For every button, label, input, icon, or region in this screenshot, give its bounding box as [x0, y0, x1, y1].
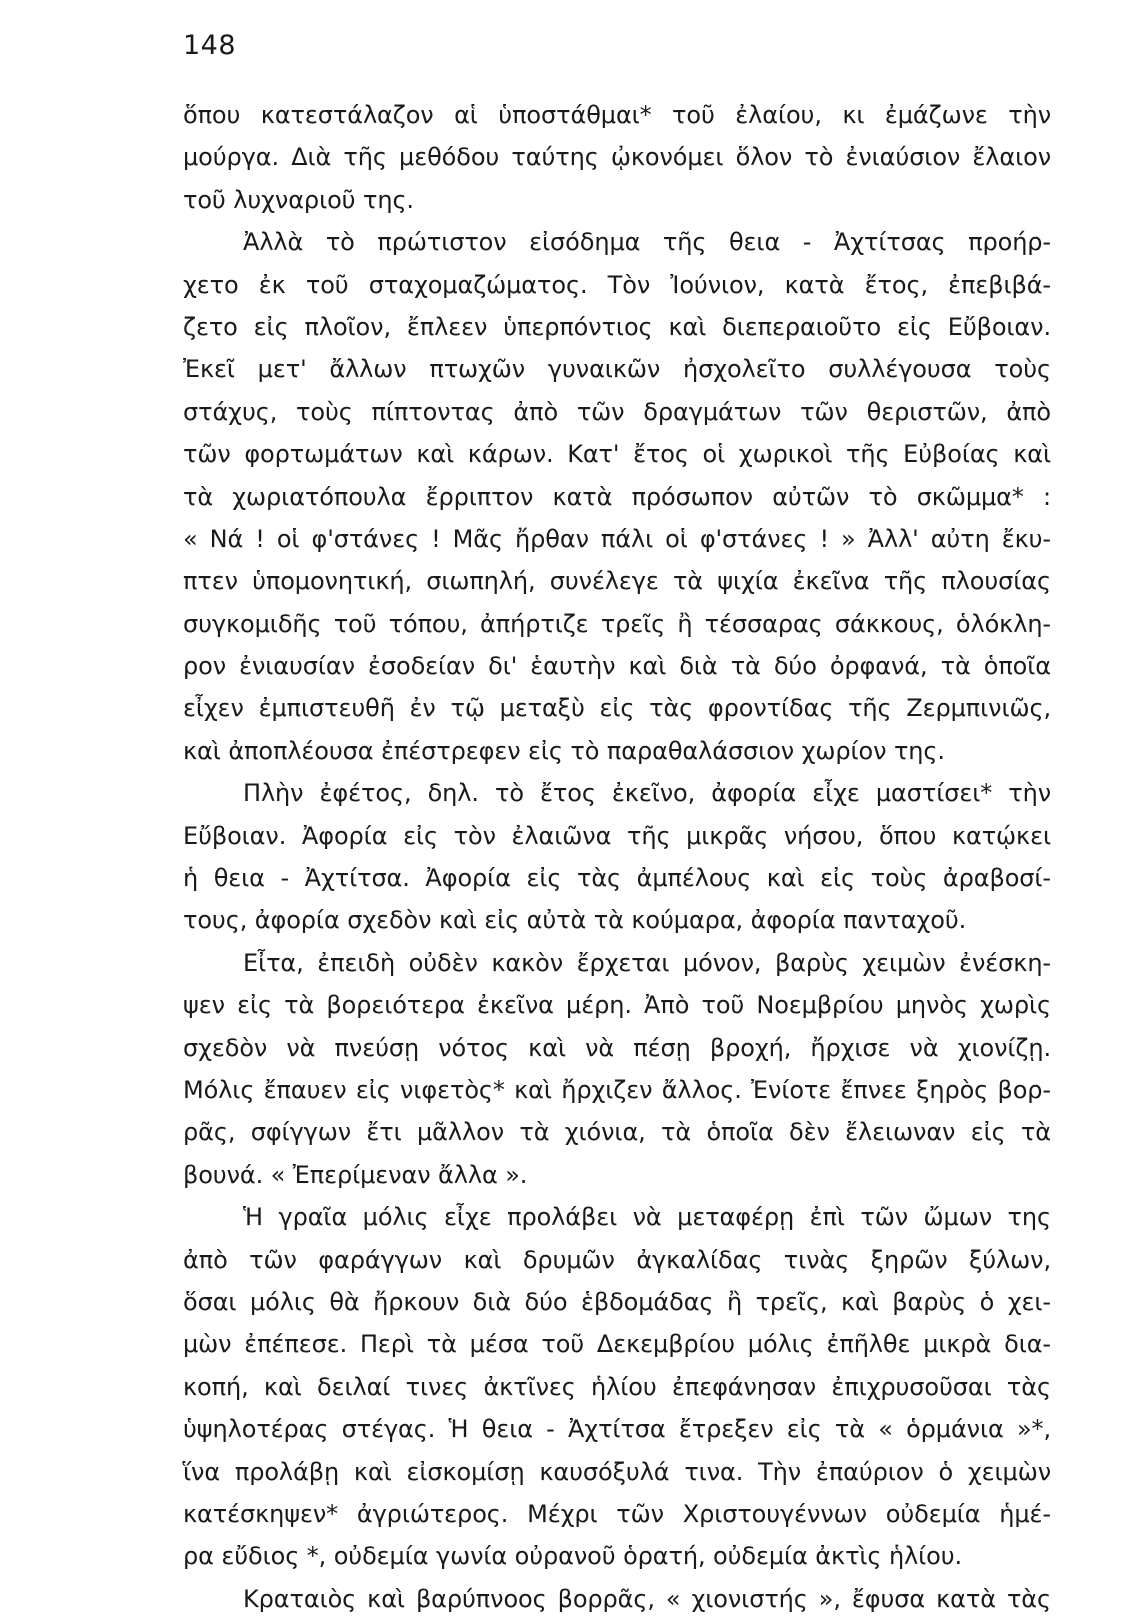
- text-line: ζετο εἰς πλοῖον, ἔπλεεν ὑπερπόντιος καὶ διεπεραιοῦτο εἰς Εὔβοιαν.: [183, 312, 1051, 341]
- text-line: Εὔβοιαν. Ἀφορία εἰς τὸν ἐλαιῶνα τῆς μικρᾶς νήσου, ὅπου κατῴκει: [183, 821, 1051, 850]
- text-line: τῶν φορτωμάτων καὶ κάρων. Κατ' ἔτος οἱ χωρικοὶ τῆς Εὐβοίας καὶ: [183, 440, 1051, 469]
- text-line: μὼν ἐπέπεσε. Περὶ τὰ μέσα τοῦ Δεκεμβρίου μόλις ἐπῆλθε μικρὰ δια-: [183, 1330, 1051, 1359]
- text-line: εἶχεν ἐμπιστευθῆ ἐν τῷ μεταξὺ εἰς τὰς φροντίδας τῆς Ζερμπινιῶς,: [183, 694, 1051, 723]
- text-line: τοῦ λυχναριοῦ της.: [183, 185, 414, 214]
- text-line: πτεν ὑπομονητική, σιωπηλή, συνέλεγε τὰ ψιχία ἐκεῖνα τῆς πλουσίας: [183, 567, 1051, 596]
- text-line: χετο ἐκ τοῦ σταχομαζώματος. Τὸν Ἰούνιον, κατὰ ἔτος, ἐπεβιβά-: [183, 270, 1051, 299]
- body-text: [183, 94, 1051, 1620]
- text-line: Ἡ γραῖα μόλις εἶχε προλάβει νὰ μεταφέρῃ ἐπὶ τῶν ὤμων της: [243, 1203, 1051, 1232]
- text-line: κατέσκηψεν* ἀγριώτερος. Μέχρι τῶν Χριστουγέννων οὐδεμία ἡμέ-: [183, 1499, 1051, 1528]
- text-line: σχεδὸν νὰ πνεύσῃ νότος καὶ νὰ πέσῃ βροχή, ἤρχισε νὰ χιονίζῃ.: [183, 1033, 1051, 1062]
- text-line: ἡ θεια - Ἀχτίτσα. Ἀφορία εἰς τὰς ἀμπέλους καὶ εἰς τοὺς ἀραβοσί-: [183, 864, 1051, 893]
- text-line: ὅσαι μόλις θὰ ἤρκουν διὰ δύο ἑβδομάδας ἢ τρεῖς, καὶ βαρὺς ὁ χει-: [183, 1287, 1051, 1316]
- text-line: ρᾶς, σφίγγων ἔτι μᾶλλον τὰ χιόνια, τὰ ὁποῖα δὲν ἔλειωναν εἰς τὰ: [183, 1118, 1051, 1147]
- text-line: ἵνα προλάβῃ καὶ εἰσκομίσῃ καυσόξυλά τινα. Τὴν ἐπαύριον ὁ χειμὼν: [183, 1457, 1051, 1486]
- text-line: Μόλις ἔπαυεν εἰς νιφετὸς* καὶ ἤρχιζεν ἄλλος. Ἐνίοτε ἔπνεε ξηρὸς βορ-: [183, 1075, 1051, 1104]
- text-line: Πλὴν ἐφέτος, δηλ. τὸ ἔτος ἐκεῖνο, ἀφορία εἶχε μαστίσει* τὴν: [243, 779, 1051, 808]
- text-line: « Νά ! οἱ φ'στάνες ! Μᾶς ἤρθαν πάλι οἱ φ'στάνες ! » Ἀλλ' αὐτη ἔκυ-: [183, 524, 1051, 553]
- text-line: Ἐκεῖ μετ' ἄλλων πτωχῶν γυναικῶν ἠσχολεῖτο συλλέγουσα τοὺς: [183, 355, 1051, 384]
- text-line: ψεν εἰς τὰ βορειότερα ἐκεῖνα μέρη. Ἀπὸ τοῦ Νοεμβρίου μηνὸς χωρὶς: [183, 991, 1051, 1020]
- text-line: βουνά. « Ἐπερίμεναν ἄλλα ».: [183, 1160, 528, 1189]
- text-line: στάχυς, τοὺς πίπτοντας ἀπὸ τῶν δραγμάτων τῶν θεριστῶν, ἀπὸ: [183, 397, 1051, 426]
- text-line: καὶ ἀποπλέουσα ἐπέστρεφεν εἰς τὸ παραθαλάσσιον χωρίον της.: [183, 736, 945, 765]
- text-line: ρα εὔδιος *, οὐδεμία γωνία οὐρανοῦ ὁρατή, οὐδεμία ἀκτὶς ἡλίου.: [183, 1542, 963, 1571]
- text-line: κοπή, καὶ δειλαί τινες ἀκτῖνες ἡλίου ἐπεφάνησαν ἐπιχρυσοῦσαι τὰς: [183, 1372, 1051, 1401]
- text-line: ρον ἐνιαυσίαν ἐσοδείαν δι' ἑαυτὴν καὶ διὰ τὰ δύο ὀρφανά, τὰ ὁποῖα: [183, 652, 1051, 681]
- text-line: μούργα. Διὰ τῆς μεθόδου ταύτης ᾠκονόμει ὅλον τὸ ἐνιαύσιον ἔλαιον: [183, 143, 1051, 172]
- page-number: 148: [183, 30, 237, 61]
- text-line: τὰ χωριατόπουλα ἔρριπτον κατὰ πρόσωπον αὐτῶν τὸ σκῶμμα* :: [183, 482, 1051, 511]
- text-line: τους, ἀφορία σχεδὸν καὶ εἰς αὐτὰ τὰ κούμαρα, ἀφορία πανταχοῦ.: [183, 906, 967, 935]
- text-line: ὑψηλοτέρας στέγας. Ἡ θεια - Ἀχτίτσα ἔτρεξεν εἰς τὰ « ὁρμάνια »*,: [183, 1415, 1051, 1444]
- text-line: ὅπου κατεστάλαζον αἱ ὑποστάθμαι* τοῦ ἐλαίου, κι ἐμάζωνε τὴν: [183, 101, 1051, 129]
- text-line: Κραταιὸς καὶ βαρύπνοος βορρᾶς, « χιονιστής », ἔφυσα κατὰ τὰς: [243, 1584, 1051, 1613]
- text-line: Ἀλλὰ τὸ πρώτιστον εἰσόδημα τῆς θεια - Ἀχτίτσας προήρ-: [243, 228, 1051, 257]
- text-line: Εἶτα, ἐπειδὴ οὐδὲν κακὸν ἔρχεται μόνον, βαρὺς χειμὼν ἐνέσκη-: [243, 948, 1051, 977]
- text-line: συγκομιδῆς τοῦ τόπου, ἀπήρτιζε τρεῖς ἢ τέσσαρας σάκκους, ὁλόκλη-: [183, 609, 1051, 638]
- text-line: ἀπὸ τῶν φαράγγων καὶ δρυμῶν ἀγκαλίδας τινὰς ξηρῶν ξύλων,: [183, 1245, 1051, 1274]
